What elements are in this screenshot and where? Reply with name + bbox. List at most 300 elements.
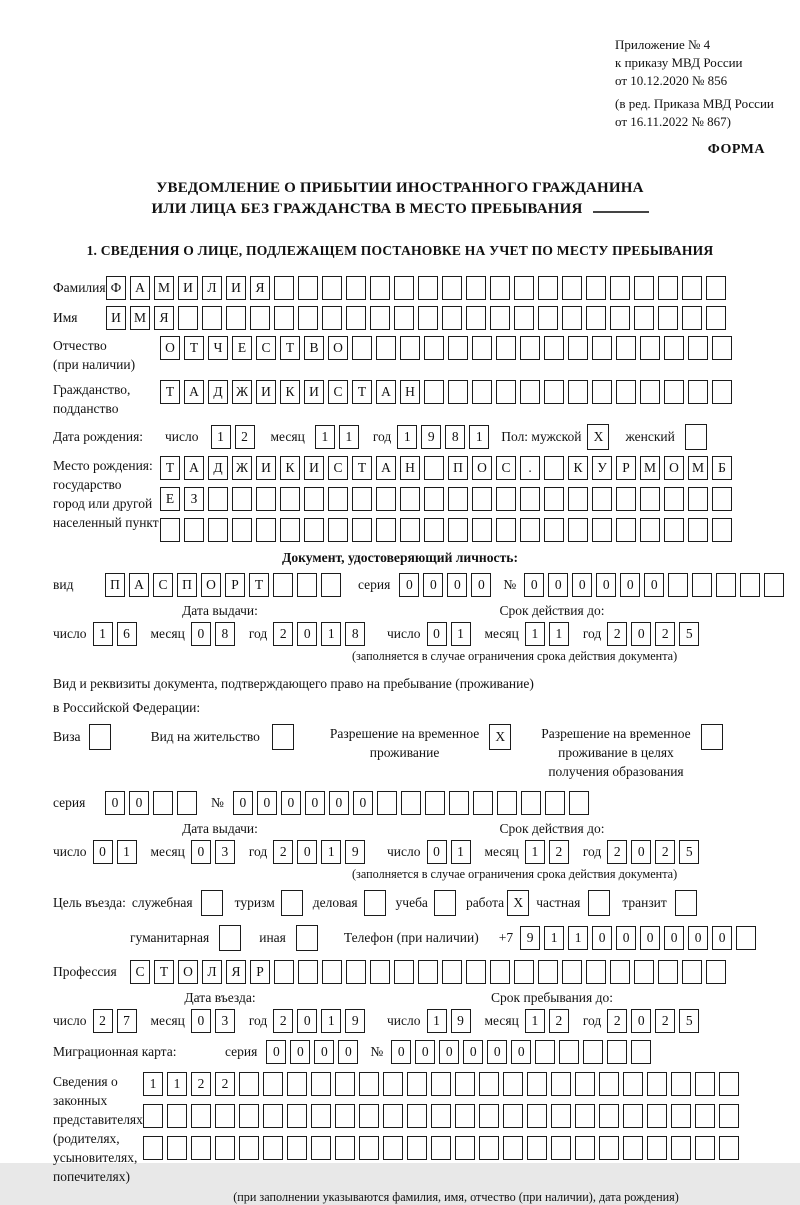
- purpose-humanitarian-box[interactable]: [219, 925, 245, 951]
- edu-permit-box[interactable]: [701, 724, 727, 750]
- char-cell[interactable]: П: [448, 456, 468, 480]
- char-cell[interactable]: [616, 487, 636, 511]
- char-cell[interactable]: 0: [191, 1009, 211, 1033]
- char-cell[interactable]: [640, 518, 660, 542]
- char-cell[interactable]: Р: [250, 960, 270, 984]
- char-cell[interactable]: [559, 1040, 579, 1064]
- char-cell[interactable]: Ж: [232, 456, 252, 480]
- phone-digit-cell[interactable]: 1: [544, 926, 564, 950]
- char-cell[interactable]: [442, 960, 462, 984]
- char-cell[interactable]: [634, 306, 654, 330]
- char-cell[interactable]: С: [496, 456, 516, 480]
- stay-month[interactable]: [525, 1009, 573, 1033]
- char-cell[interactable]: [311, 1136, 331, 1160]
- char-cell[interactable]: А: [129, 573, 149, 597]
- char-cell[interactable]: Н: [400, 380, 420, 404]
- char-cell[interactable]: [407, 1136, 427, 1160]
- char-cell[interactable]: Н: [400, 456, 420, 480]
- char-cell[interactable]: [716, 573, 736, 597]
- char-cell[interactable]: [239, 1072, 259, 1096]
- char-cell[interactable]: 1: [451, 840, 471, 864]
- char-cell[interactable]: [682, 276, 702, 300]
- char-cell[interactable]: 0: [524, 573, 544, 597]
- char-cell[interactable]: [321, 573, 341, 597]
- char-cell[interactable]: 8: [345, 622, 365, 646]
- char-cell[interactable]: [623, 1136, 643, 1160]
- char-cell[interactable]: [688, 487, 708, 511]
- char-cell[interactable]: [184, 518, 204, 542]
- char-cell[interactable]: [640, 380, 660, 404]
- char-cell[interactable]: А: [184, 380, 204, 404]
- char-cell[interactable]: О: [160, 336, 180, 360]
- edu-permit-checkbox[interactable]: [701, 724, 723, 750]
- char-cell[interactable]: М: [640, 456, 660, 480]
- sex-male-checkbox[interactable]: X: [587, 424, 609, 450]
- char-cell[interactable]: Т: [352, 380, 372, 404]
- char-cell[interactable]: [472, 518, 492, 542]
- char-cell[interactable]: [568, 380, 588, 404]
- char-cell[interactable]: [328, 518, 348, 542]
- char-cell[interactable]: И: [304, 380, 324, 404]
- char-cell[interactable]: [274, 306, 294, 330]
- char-cell[interactable]: [466, 960, 486, 984]
- char-cell[interactable]: [455, 1104, 475, 1128]
- char-cell[interactable]: Т: [352, 456, 372, 480]
- char-cell[interactable]: 7: [117, 1009, 137, 1033]
- char-cell[interactable]: [688, 380, 708, 404]
- char-cell[interactable]: 0: [487, 1040, 507, 1064]
- residence-valid-year[interactable]: [607, 840, 703, 864]
- char-cell[interactable]: [497, 791, 517, 815]
- char-cell[interactable]: [616, 518, 636, 542]
- char-cell[interactable]: [215, 1104, 235, 1128]
- char-cell[interactable]: З: [184, 487, 204, 511]
- char-cell[interactable]: [280, 487, 300, 511]
- char-cell[interactable]: [706, 306, 726, 330]
- char-cell[interactable]: [394, 276, 414, 300]
- birth-place-row2-cells[interactable]: [160, 487, 736, 511]
- char-cell[interactable]: [256, 487, 276, 511]
- char-cell[interactable]: [370, 960, 390, 984]
- char-cell[interactable]: О: [472, 456, 492, 480]
- sex-female-checkbox[interactable]: [685, 424, 707, 450]
- char-cell[interactable]: Л: [202, 960, 222, 984]
- char-cell[interactable]: В: [304, 336, 324, 360]
- phone-digit-cell[interactable]: 0: [640, 926, 660, 950]
- char-cell[interactable]: [503, 1136, 523, 1160]
- birth-year-cells[interactable]: [397, 425, 493, 449]
- char-cell[interactable]: 0: [631, 840, 651, 864]
- char-cell[interactable]: Я: [226, 960, 246, 984]
- char-cell[interactable]: [496, 487, 516, 511]
- char-cell[interactable]: [538, 276, 558, 300]
- char-cell[interactable]: 8: [445, 425, 465, 449]
- char-cell[interactable]: А: [376, 380, 396, 404]
- char-cell[interactable]: [298, 306, 318, 330]
- char-cell[interactable]: Т: [160, 380, 180, 404]
- purpose-transit-checkbox[interactable]: [675, 890, 697, 916]
- char-cell[interactable]: С: [328, 456, 348, 480]
- char-cell[interactable]: [407, 1104, 427, 1128]
- char-cell[interactable]: [586, 960, 606, 984]
- char-cell[interactable]: 2: [93, 1009, 113, 1033]
- char-cell[interactable]: [424, 487, 444, 511]
- char-cell[interactable]: [352, 518, 372, 542]
- char-cell[interactable]: 2: [549, 840, 569, 864]
- char-cell[interactable]: [479, 1072, 499, 1096]
- char-cell[interactable]: [647, 1136, 667, 1160]
- char-cell[interactable]: И: [106, 306, 126, 330]
- char-cell[interactable]: [335, 1104, 355, 1128]
- char-cell[interactable]: [153, 791, 173, 815]
- char-cell[interactable]: [719, 1136, 739, 1160]
- char-cell[interactable]: [544, 487, 564, 511]
- char-cell[interactable]: [473, 791, 493, 815]
- char-cell[interactable]: С: [130, 960, 150, 984]
- char-cell[interactable]: 0: [463, 1040, 483, 1064]
- char-cell[interactable]: [592, 380, 612, 404]
- char-cell[interactable]: [658, 276, 678, 300]
- char-cell[interactable]: [671, 1136, 691, 1160]
- char-cell[interactable]: [527, 1136, 547, 1160]
- char-cell[interactable]: 0: [233, 791, 253, 815]
- char-cell[interactable]: [311, 1072, 331, 1096]
- char-cell[interactable]: [424, 518, 444, 542]
- char-cell[interactable]: 9: [345, 1009, 365, 1033]
- birth-month-cells[interactable]: [315, 425, 363, 449]
- char-cell[interactable]: 0: [511, 1040, 531, 1064]
- char-cell[interactable]: 2: [655, 622, 675, 646]
- char-cell[interactable]: [521, 791, 541, 815]
- char-cell[interactable]: 0: [191, 622, 211, 646]
- char-cell[interactable]: 0: [391, 1040, 411, 1064]
- char-cell[interactable]: [178, 306, 198, 330]
- char-cell[interactable]: 0: [129, 791, 149, 815]
- purpose-other-checkbox[interactable]: [296, 925, 318, 951]
- char-cell[interactable]: [712, 336, 732, 360]
- char-cell[interactable]: 0: [631, 622, 651, 646]
- char-cell[interactable]: 2: [273, 840, 293, 864]
- phone-cells[interactable]: [520, 926, 760, 950]
- residence-valid-month[interactable]: [525, 840, 573, 864]
- phone-digit-cell[interactable]: 0: [712, 926, 732, 950]
- char-cell[interactable]: [455, 1072, 475, 1096]
- char-cell[interactable]: [280, 518, 300, 542]
- char-cell[interactable]: [239, 1136, 259, 1160]
- char-cell[interactable]: 2: [607, 1009, 627, 1033]
- char-cell[interactable]: 1: [525, 1009, 545, 1033]
- char-cell[interactable]: 1: [339, 425, 359, 449]
- char-cell[interactable]: 0: [191, 840, 211, 864]
- char-cell[interactable]: [287, 1072, 307, 1096]
- char-cell[interactable]: 1: [321, 1009, 341, 1033]
- char-cell[interactable]: [503, 1104, 523, 1128]
- residence-valid-day[interactable]: [427, 840, 475, 864]
- char-cell[interactable]: О: [328, 336, 348, 360]
- char-cell[interactable]: И: [178, 276, 198, 300]
- char-cell[interactable]: Т: [160, 456, 180, 480]
- char-cell[interactable]: 0: [297, 840, 317, 864]
- char-cell[interactable]: [658, 960, 678, 984]
- doc-type-cells[interactable]: [105, 573, 345, 597]
- sex-female-box[interactable]: [685, 424, 711, 450]
- purpose-work-box[interactable]: [507, 890, 533, 916]
- char-cell[interactable]: 0: [297, 1009, 317, 1033]
- char-cell[interactable]: [472, 336, 492, 360]
- char-cell[interactable]: [569, 791, 589, 815]
- char-cell[interactable]: [551, 1104, 571, 1128]
- char-cell[interactable]: [568, 487, 588, 511]
- char-cell[interactable]: [712, 380, 732, 404]
- char-cell[interactable]: [418, 960, 438, 984]
- char-cell[interactable]: 0: [105, 791, 125, 815]
- char-cell[interactable]: [610, 276, 630, 300]
- char-cell[interactable]: [712, 487, 732, 511]
- phone-digit-cell[interactable]: 0: [616, 926, 636, 950]
- char-cell[interactable]: [514, 276, 534, 300]
- char-cell[interactable]: [442, 306, 462, 330]
- char-cell[interactable]: [551, 1136, 571, 1160]
- residence-series-cells[interactable]: [105, 791, 201, 815]
- char-cell[interactable]: 1: [321, 840, 341, 864]
- char-cell[interactable]: [418, 276, 438, 300]
- char-cell[interactable]: [297, 573, 317, 597]
- purpose-official-checkbox[interactable]: [201, 890, 223, 916]
- char-cell[interactable]: Т: [154, 960, 174, 984]
- char-cell[interactable]: 1: [549, 622, 569, 646]
- char-cell[interactable]: [520, 518, 540, 542]
- char-cell[interactable]: [695, 1072, 715, 1096]
- char-cell[interactable]: Т: [249, 573, 269, 597]
- char-cell[interactable]: 0: [353, 791, 373, 815]
- char-cell[interactable]: [623, 1072, 643, 1096]
- identity-issue-day[interactable]: [93, 622, 141, 646]
- char-cell[interactable]: [455, 1136, 475, 1160]
- char-cell[interactable]: 0: [644, 573, 664, 597]
- char-cell[interactable]: [535, 1040, 555, 1064]
- char-cell[interactable]: 1: [211, 425, 231, 449]
- identity-issue-month[interactable]: [191, 622, 239, 646]
- char-cell[interactable]: [610, 960, 630, 984]
- char-cell[interactable]: [431, 1072, 451, 1096]
- char-cell[interactable]: [538, 960, 558, 984]
- char-cell[interactable]: 0: [620, 573, 640, 597]
- char-cell[interactable]: [400, 487, 420, 511]
- char-cell[interactable]: Ф: [106, 276, 126, 300]
- char-cell[interactable]: 0: [548, 573, 568, 597]
- char-cell[interactable]: П: [177, 573, 197, 597]
- purpose-humanitarian-checkbox[interactable]: [219, 925, 241, 951]
- char-cell[interactable]: [490, 276, 510, 300]
- char-cell[interactable]: [359, 1136, 379, 1160]
- char-cell[interactable]: [250, 306, 270, 330]
- char-cell[interactable]: [551, 1072, 571, 1096]
- char-cell[interactable]: [370, 306, 390, 330]
- char-cell[interactable]: Т: [280, 336, 300, 360]
- char-cell[interactable]: [671, 1104, 691, 1128]
- char-cell[interactable]: .: [520, 456, 540, 480]
- char-cell[interactable]: 2: [235, 425, 255, 449]
- char-cell[interactable]: [431, 1104, 451, 1128]
- char-cell[interactable]: [479, 1104, 499, 1128]
- char-cell[interactable]: [631, 1040, 651, 1064]
- char-cell[interactable]: 8: [215, 622, 235, 646]
- char-cell[interactable]: [346, 276, 366, 300]
- char-cell[interactable]: [335, 1136, 355, 1160]
- char-cell[interactable]: [640, 336, 660, 360]
- purpose-tourism-box[interactable]: [281, 890, 307, 916]
- char-cell[interactable]: [575, 1072, 595, 1096]
- char-cell[interactable]: 2: [655, 1009, 675, 1033]
- char-cell[interactable]: [202, 306, 222, 330]
- phone-digit-cell[interactable]: 1: [568, 926, 588, 950]
- char-cell[interactable]: [634, 276, 654, 300]
- char-cell[interactable]: П: [105, 573, 125, 597]
- char-cell[interactable]: Я: [154, 306, 174, 330]
- char-cell[interactable]: [599, 1104, 619, 1128]
- entry-month[interactable]: [191, 1009, 239, 1033]
- char-cell[interactable]: 9: [451, 1009, 471, 1033]
- char-cell[interactable]: [376, 518, 396, 542]
- char-cell[interactable]: [592, 336, 612, 360]
- char-cell[interactable]: М: [688, 456, 708, 480]
- char-cell[interactable]: [544, 380, 564, 404]
- char-cell[interactable]: 0: [447, 573, 467, 597]
- phone-digit-cell[interactable]: 0: [592, 926, 612, 950]
- char-cell[interactable]: С: [256, 336, 276, 360]
- char-cell[interactable]: С: [328, 380, 348, 404]
- char-cell[interactable]: [664, 336, 684, 360]
- phone-digit-cell[interactable]: [736, 926, 756, 950]
- char-cell[interactable]: [298, 960, 318, 984]
- char-cell[interactable]: [400, 518, 420, 542]
- profession-cells[interactable]: [130, 960, 730, 984]
- char-cell[interactable]: [562, 306, 582, 330]
- residence-issue-month[interactable]: [191, 840, 239, 864]
- char-cell[interactable]: [208, 487, 228, 511]
- char-cell[interactable]: [346, 306, 366, 330]
- char-cell[interactable]: [682, 960, 702, 984]
- residence-permit-checkbox[interactable]: [272, 724, 294, 750]
- char-cell[interactable]: [545, 791, 565, 815]
- char-cell[interactable]: 0: [423, 573, 443, 597]
- char-cell[interactable]: [607, 1040, 627, 1064]
- purpose-official-box[interactable]: [201, 890, 227, 916]
- char-cell[interactable]: К: [280, 380, 300, 404]
- char-cell[interactable]: 0: [266, 1040, 286, 1064]
- char-cell[interactable]: [263, 1072, 283, 1096]
- char-cell[interactable]: 1: [321, 622, 341, 646]
- temp-permit-checkbox[interactable]: X: [489, 724, 511, 750]
- char-cell[interactable]: [167, 1136, 187, 1160]
- char-cell[interactable]: [383, 1104, 403, 1128]
- char-cell[interactable]: [490, 960, 510, 984]
- char-cell[interactable]: [695, 1136, 715, 1160]
- char-cell[interactable]: [167, 1104, 187, 1128]
- entry-year[interactable]: [273, 1009, 369, 1033]
- char-cell[interactable]: 0: [93, 840, 113, 864]
- char-cell[interactable]: [664, 487, 684, 511]
- char-cell[interactable]: [263, 1104, 283, 1128]
- char-cell[interactable]: 0: [427, 840, 447, 864]
- char-cell[interactable]: [298, 276, 318, 300]
- char-cell[interactable]: [496, 518, 516, 542]
- char-cell[interactable]: [764, 573, 784, 597]
- char-cell[interactable]: [208, 518, 228, 542]
- residence-issue-year[interactable]: [273, 840, 369, 864]
- char-cell[interactable]: С: [153, 573, 173, 597]
- char-cell[interactable]: 0: [297, 622, 317, 646]
- char-cell[interactable]: [239, 1104, 259, 1128]
- residence-permit-box[interactable]: [272, 724, 298, 750]
- char-cell[interactable]: [599, 1072, 619, 1096]
- char-cell[interactable]: Д: [208, 456, 228, 480]
- representatives-row1-cells[interactable]: [143, 1072, 743, 1096]
- char-cell[interactable]: [568, 518, 588, 542]
- doc-number-cells[interactable]: [524, 573, 788, 597]
- char-cell[interactable]: [273, 573, 293, 597]
- char-cell[interactable]: 0: [415, 1040, 435, 1064]
- char-cell[interactable]: И: [226, 276, 246, 300]
- char-cell[interactable]: 1: [469, 425, 489, 449]
- char-cell[interactable]: [304, 487, 324, 511]
- char-cell[interactable]: 2: [273, 622, 293, 646]
- char-cell[interactable]: [695, 1104, 715, 1128]
- char-cell[interactable]: [658, 306, 678, 330]
- char-cell[interactable]: [466, 276, 486, 300]
- char-cell[interactable]: [215, 1136, 235, 1160]
- char-cell[interactable]: 3: [215, 1009, 235, 1033]
- char-cell[interactable]: [383, 1072, 403, 1096]
- char-cell[interactable]: [544, 456, 564, 480]
- char-cell[interactable]: [740, 573, 760, 597]
- char-cell[interactable]: Р: [616, 456, 636, 480]
- char-cell[interactable]: О: [201, 573, 221, 597]
- char-cell[interactable]: [592, 487, 612, 511]
- char-cell[interactable]: [688, 518, 708, 542]
- char-cell[interactable]: [682, 306, 702, 330]
- char-cell[interactable]: [634, 960, 654, 984]
- char-cell[interactable]: [424, 380, 444, 404]
- char-cell[interactable]: [562, 276, 582, 300]
- char-cell[interactable]: [575, 1136, 595, 1160]
- char-cell[interactable]: [496, 380, 516, 404]
- char-cell[interactable]: [514, 306, 534, 330]
- char-cell[interactable]: [586, 306, 606, 330]
- char-cell[interactable]: [562, 960, 582, 984]
- char-cell[interactable]: 0: [572, 573, 592, 597]
- char-cell[interactable]: [143, 1104, 163, 1128]
- char-cell[interactable]: [256, 518, 276, 542]
- char-cell[interactable]: М: [130, 306, 150, 330]
- char-cell[interactable]: [599, 1136, 619, 1160]
- char-cell[interactable]: [383, 1136, 403, 1160]
- char-cell[interactable]: [496, 336, 516, 360]
- char-cell[interactable]: 2: [273, 1009, 293, 1033]
- stay-day[interactable]: [427, 1009, 475, 1033]
- char-cell[interactable]: [520, 336, 540, 360]
- char-cell[interactable]: 2: [549, 1009, 569, 1033]
- char-cell[interactable]: [527, 1072, 547, 1096]
- char-cell[interactable]: О: [178, 960, 198, 984]
- char-cell[interactable]: [400, 336, 420, 360]
- char-cell[interactable]: [394, 960, 414, 984]
- char-cell[interactable]: К: [280, 456, 300, 480]
- char-cell[interactable]: [424, 336, 444, 360]
- visa-box[interactable]: [89, 724, 115, 750]
- char-cell[interactable]: 2: [215, 1072, 235, 1096]
- char-cell[interactable]: [466, 306, 486, 330]
